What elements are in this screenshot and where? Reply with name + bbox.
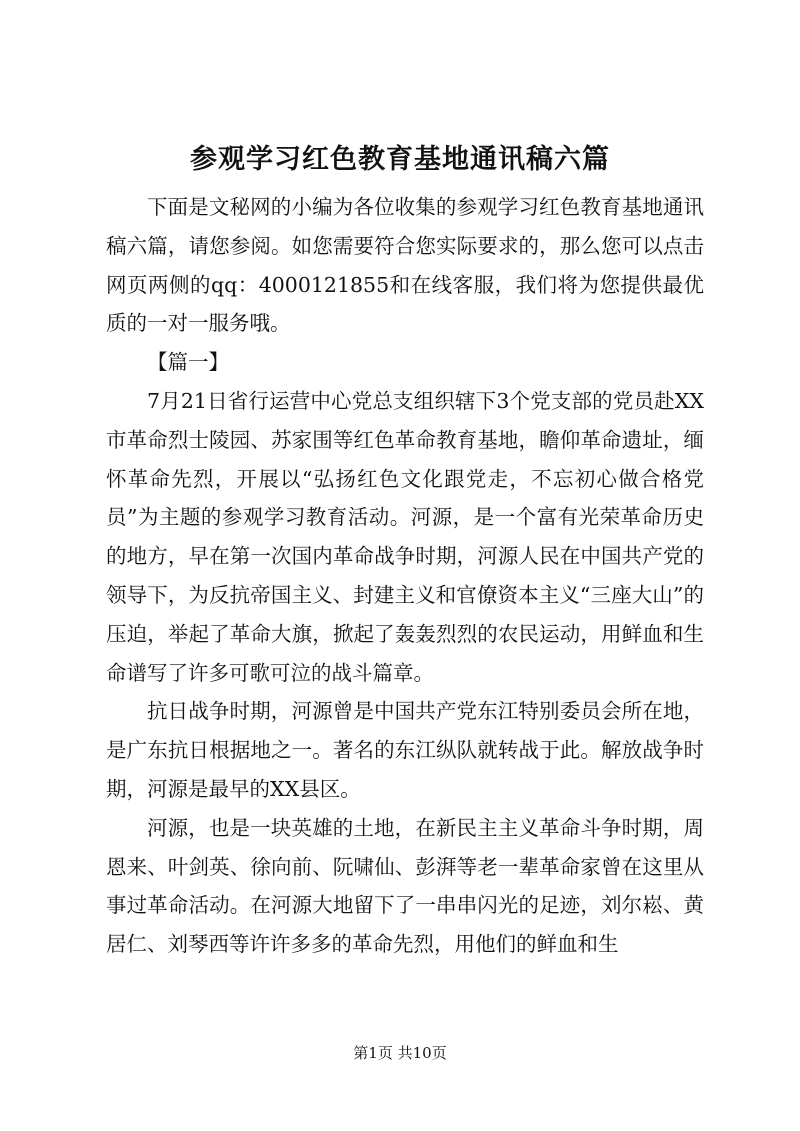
page-footer <box>0 1043 800 1063</box>
body-paragraph-1: 7月21日省行运营中心党总支组织辖下3个党支部的党员赴XX市革命烈士陵园、苏家围等红色革命教育基地，瞻仰革命遗址，缅怀革命先烈，开展以“弘扬红色文化跟党走，不忘初心做合格党员”为主题的参观学习教育活动。河源，是一个富有光荣革命历史的地方，早在第一次国内革命战争时期，河源人民在中国共产党的领导下，为反抗帝国主义、封建主义和官僚资本主义“三座大山”的压迫，举起了革命大旗，掀起了轰轰烈烈的农民运动，用鲜血和生命谱写了许多可歌可泣的战斗篇章。 <box>106 388 704 685</box>
document-body <box>106 188 704 964</box>
body-paragraph-3: 河源，也是一块英雄的土地，在新民主主义革命斗争时期，周恩来、叶剑英、徐向前、阮啸仙、彭湃等老一辈革命家曾在这里从事过革命活动。在河源大地留下了一串串闪光的足迹，刘尔崧、黄居仁、刘琴西等许许多多的革命先烈，用他们的鲜血和生 <box>106 815 704 957</box>
intro-paragraph: 下面是文秘网的小编为各位收集的参观学习红色教育基地通讯稿六篇，请您参阅。如您需要符合您实际要求的，那么您可以点击网页两侧的qq：4000121855和在线客服，我们将为您提供最优质的一对一服务哦。 <box>106 195 704 336</box>
body-paragraph-2: 抗日战争时期，河源曾是中国共产党东江特别委员会所在地，是广东抗日根据地之一。著名的东江纵队就转战于此。解放战争时期，河源是最早的XX县区。 <box>106 699 704 801</box>
document-title: 参观学习红色教育基地通讯稿六篇 <box>190 144 610 175</box>
page-number: 第1页 共10页 <box>353 1044 447 1062</box>
section-heading: 【篇一】 <box>147 350 229 375</box>
